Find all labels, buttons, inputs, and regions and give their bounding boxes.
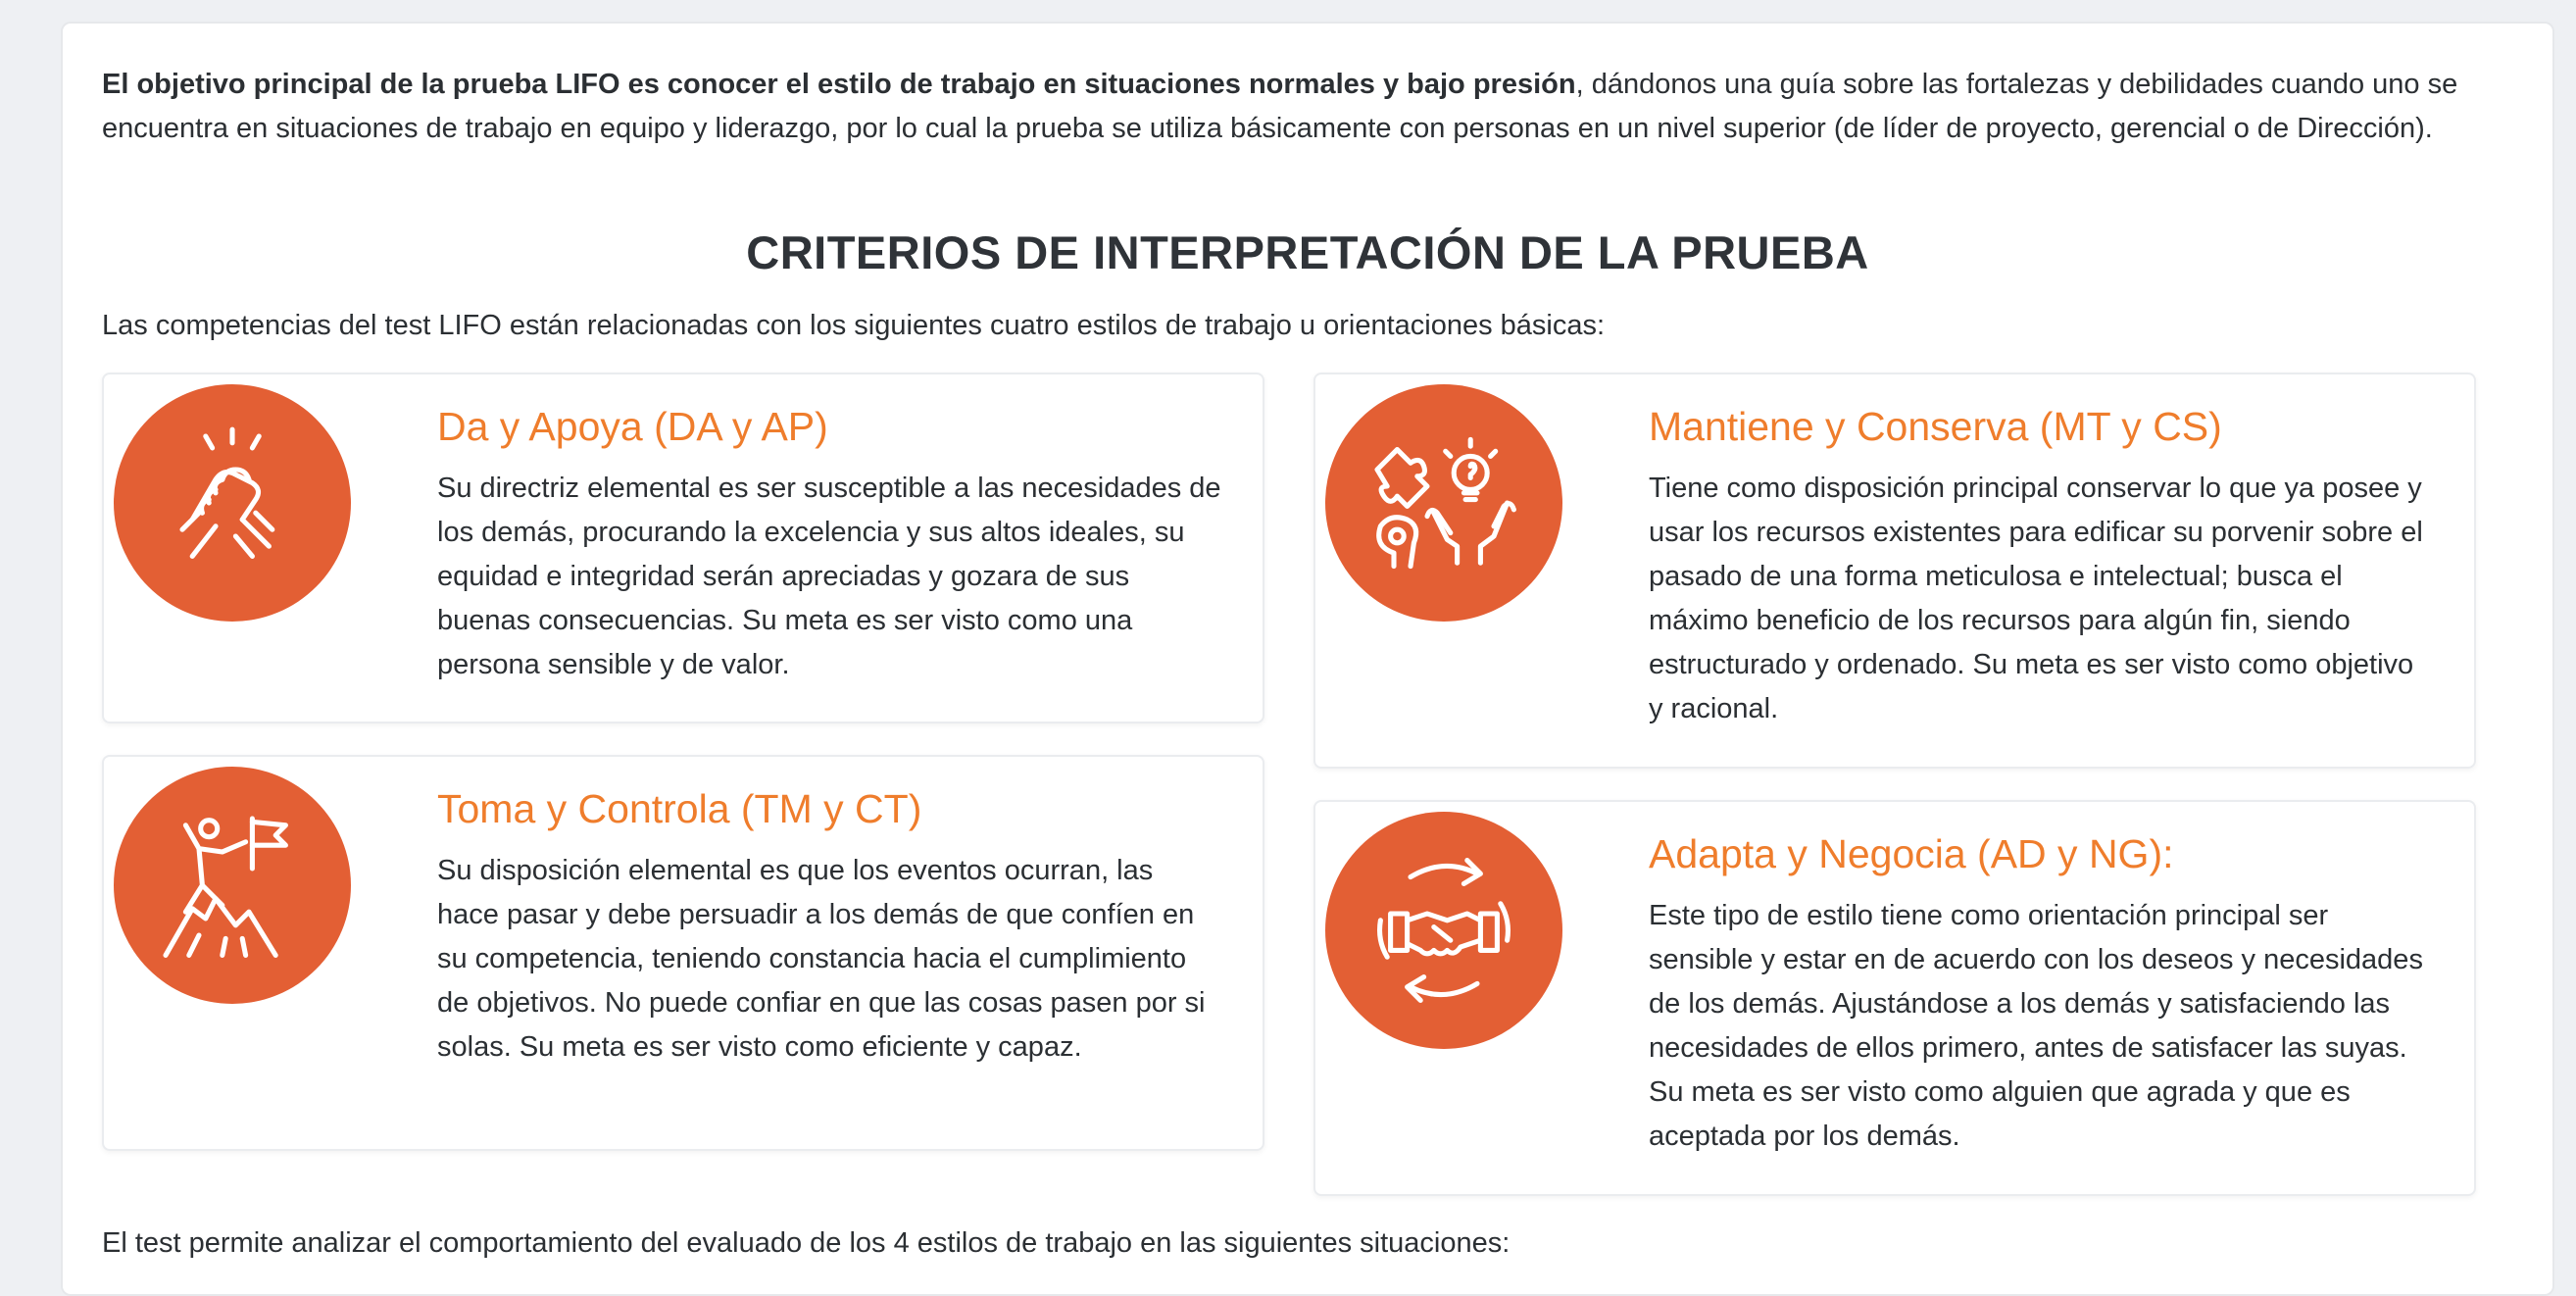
content-panel xyxy=(61,22,2554,1296)
summit-flag-icon xyxy=(114,767,351,1004)
handclasp-icon xyxy=(114,384,351,622)
card-da-apoya xyxy=(102,373,1264,723)
card-text: Tiene como disposición principal conservar lo que ya posee y usar los recursos existentes para edificar su porvenir sobre el pasado de una forma meticulosa e intelectual; busca el máximo beneficio de los recursos para algún fin, siendo estructurado y ordenado. Su meta es ser visto como objetivo y racional. xyxy=(1649,473,2423,724)
footer-text: El test permite analizar el comportamiento del evaluado de los 4 estilos de trabajo en las siguientes situaciones: xyxy=(102,1227,1511,1259)
card-adapta-negocia xyxy=(1313,800,2476,1196)
card-title: Adapta y Negocia (AD y NG): xyxy=(1649,831,2174,876)
section-heading: CRITERIOS DE INTERPRETACIÓN DE LA PRUEBA xyxy=(746,226,1869,278)
card-text: Este tipo de estilo tiene como orientación principal ser sensible y estar en de acuerdo con los deseos y necesidades de los demás. Ajustándose a los demás y satisfaciendo las necesidades de ellos primero, antes de satisfacer las suyas. Su meta es ser visto como alguien que agrada y que es aceptada por los demás. xyxy=(1649,900,2423,1152)
intro-bold: El objetivo principal de la prueba LIFO es conocer el estilo de trabajo en situaciones normales y bajo presión xyxy=(102,69,1576,100)
card-text: Su disposición elemental es que los eventos ocurran, las hace pasar y debe persuadir a los demás de que confíen en su competencia, teniendo constancia hacia el cumplimiento de objetivos. No puede confiar en que las cosas pasen por si solas. Su meta es ser visto como eficiente y capaz. xyxy=(437,855,1206,1063)
card-mantiene-conserva xyxy=(1313,373,2476,769)
card-text: Su directriz elemental es ser susceptible a las necesidades de los demás, procurando la excelencia y sus altos ideales, su equidad e integridad serán apreciadas y gozara de sus buenas consecuencias. Su meta es ser visto como una persona sensible y de valor. xyxy=(437,473,1221,680)
card-title: Toma y Controla (TM y CT) xyxy=(437,786,922,831)
intro-paragraph xyxy=(102,63,2533,151)
lead-text: Las competencias del test LIFO están relacionadas con los siguientes cuatro estilos de trabajo u orientaciones básicas: xyxy=(102,310,1606,341)
card-title: Da y Apoya (DA y AP) xyxy=(437,404,828,449)
card-title: Mantiene y Conserva (MT y CS) xyxy=(1649,404,2222,449)
intro-rest: , dándonos una guía sobre las fortalezas y debilidades cuando uno se encuentra en situaciones de trabajo en equipo y liderazgo, por lo cual la prueba se utiliza básicamente con personas en un nivel superior (de líder de proyecto, gerencial o de Dirección). xyxy=(102,69,2458,144)
handshake-cycle-icon xyxy=(1325,812,1562,1049)
card-toma-controla xyxy=(102,755,1264,1151)
ideas-hands-icon xyxy=(1325,384,1562,622)
